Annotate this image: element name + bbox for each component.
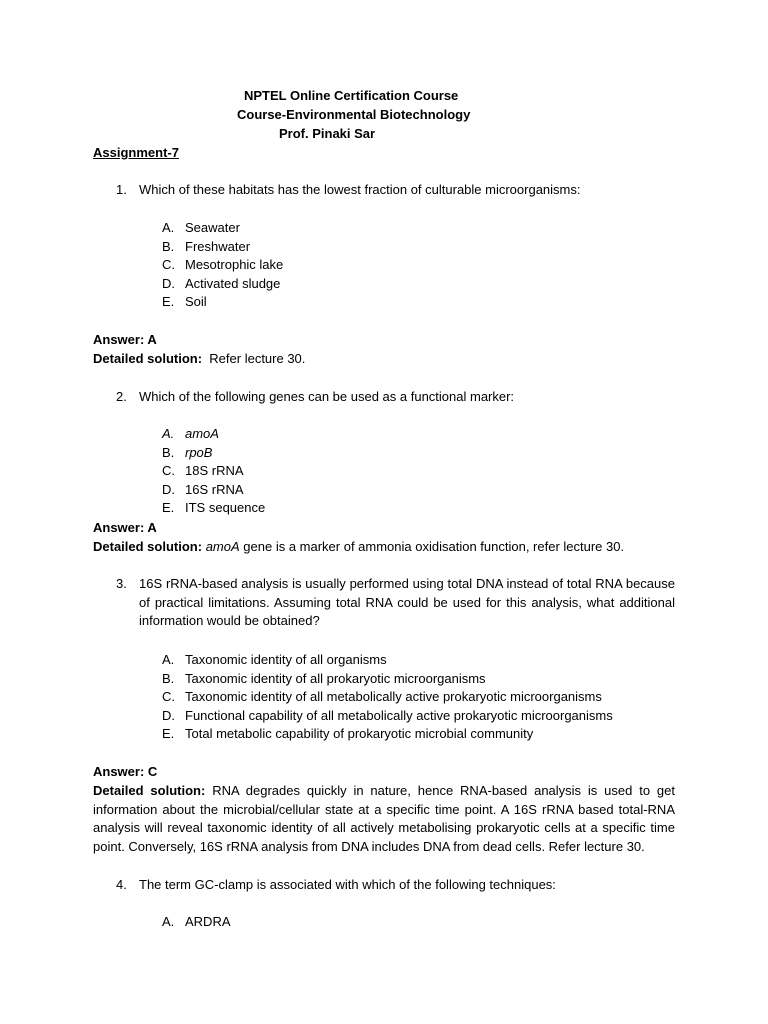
option-e: E. Soil [162, 294, 207, 310]
question-3 [93, 575, 675, 631]
options-list-3 [93, 651, 675, 744]
professor-name: Prof. Pinaki Sar [279, 126, 376, 141]
question-2 [93, 388, 675, 407]
option-d: D. Functional capability of all metabolically active prokaryotic microorganisms [162, 707, 613, 723]
option-d: D. 16S rRNA [162, 481, 244, 497]
question-text: The term GC-clamp is associated with which of the following techniques: [139, 877, 556, 892]
question-4 [93, 876, 675, 895]
option-b: B. Freshwater [162, 238, 251, 254]
option-e: E. ITS sequence [162, 500, 266, 516]
option-b: B. rpoB [162, 444, 213, 460]
option-c: C. Mesotrophic lake [162, 257, 284, 273]
option-b: B. Taxonomic identity of all prokaryotic microorganisms [162, 670, 486, 686]
option-a: A. amoA [162, 426, 219, 441]
question-text: 16S rRNA-based analysis is usually performed using total DNA instead of total RNA because of practical limitations. Assuming total RNA could be used for this analysis, what additional information would be obtained? [139, 576, 675, 629]
program-title: NPTEL Online Certification Course [244, 88, 459, 103]
option-a: A. Taxonomic identity of all organisms [162, 652, 387, 667]
question-number: 4. [116, 877, 127, 892]
answer-1: Answer: A [93, 332, 157, 347]
question-1 [93, 181, 675, 200]
options-list-4 [93, 913, 675, 932]
assignment-title: Assignment-7 [93, 145, 179, 160]
option-d: D. Activated sludge [162, 275, 281, 291]
question-text: Which of these habitats has the lowest fraction of culturable microorganisms: [139, 182, 581, 197]
solution-2: Detailed solution: amoA gene is a marker of ammonia oxidisation function, refer lecture 30. [93, 539, 625, 554]
question-number: 2. [116, 389, 127, 404]
options-list-1 [93, 219, 675, 312]
answer-3: Answer: C [93, 764, 158, 779]
answer-2: Answer: A [93, 520, 157, 535]
options-list-2 [93, 425, 675, 518]
solution-1: Detailed solution: Refer lecture 30. [93, 351, 306, 366]
option-c: C. Taxonomic identity of all metabolically active prokaryotic microorganisms [162, 689, 602, 705]
question-number: 3. [116, 576, 127, 591]
course-title: Course-Environmental Biotechnology [237, 107, 471, 122]
option-e: E. Total metabolic capability of prokaryotic microbial community [162, 726, 534, 742]
question-number: 1. [116, 182, 127, 197]
question-text: Which of the following genes can be used as a functional marker: [139, 389, 515, 404]
option-c: C. 18S rRNA [162, 463, 244, 479]
option-a: A. Seawater [162, 220, 240, 235]
option-a: A. ARDRA [162, 914, 231, 929]
solution-3: Detailed solution: RNA degrades quickly in nature, hence RNA-based analysis is used to get information about the microbial/cellular state at a specific time point. A 16S rRNA based total-RNA analysis will reveal taxonomic identity of all actively metabolising prokaryotic cells at a specific time point. Conversely, 16S rRNA analysis from DNA includes DNA from dead cells. Refer lecture 30. [93, 783, 675, 854]
